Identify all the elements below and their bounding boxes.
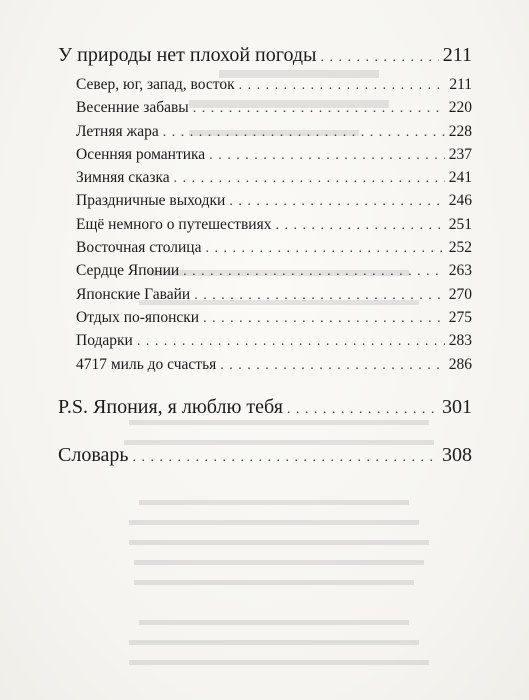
toc-chapter[interactable] — [58, 438, 472, 472]
toc-leader-dots — [287, 393, 438, 427]
toc-item[interactable] — [58, 259, 472, 282]
toc-item-title: Осенняя романтика — [76, 145, 206, 163]
toc-page-number: 275 — [448, 308, 472, 326]
toc-item[interactable] — [58, 213, 472, 236]
toc-leader-dots — [239, 74, 446, 97]
toc-item-title: 4717 миль до счастья — [76, 355, 217, 373]
toc-leader-dots — [174, 167, 445, 190]
toc-chapter[interactable] — [58, 38, 472, 72]
toc-page-number: 211 — [442, 44, 472, 66]
toc-item[interactable] — [58, 96, 472, 119]
toc-item-title: Север, юг, запад, восток — [76, 76, 235, 93]
toc-chapter[interactable] — [58, 390, 472, 424]
toc-item-title: Отдых по-японски — [76, 308, 200, 326]
toc-item[interactable] — [58, 353, 472, 376]
toc-item[interactable] — [58, 329, 472, 352]
toc-item[interactable] — [58, 166, 472, 189]
toc-chapter-title: Словарь — [58, 443, 129, 466]
toc-item-title: Подарки — [76, 332, 133, 350]
toc-page-number: 263 — [448, 262, 472, 280]
toc-page-number: 251 — [448, 215, 472, 233]
table-of-contents — [58, 38, 472, 472]
toc-leader-dots — [183, 260, 445, 283]
toc-item-title: Сердце Японии — [76, 262, 180, 280]
toc-item-title: Весенние забавы — [76, 99, 189, 117]
toc-item-title: Ещё немного о путешествиях — [76, 215, 272, 233]
toc-chapter-title: P.S. Япония, я люблю тебя — [58, 395, 283, 418]
toc-item-title: Зимняя сказка — [76, 169, 170, 187]
toc-leader-dots — [205, 237, 444, 260]
toc-item[interactable] — [58, 306, 472, 329]
toc-leader-dots — [203, 307, 445, 330]
toc-item-title: Летняя жара — [76, 122, 159, 140]
toc-leader-dots — [321, 41, 439, 75]
toc-leader-dots — [163, 121, 445, 144]
toc-item-title: Японские Гавайи — [76, 285, 191, 303]
toc-leader-dots — [220, 354, 444, 377]
toc-page-number: 220 — [448, 99, 472, 117]
toc-leader-dots — [193, 97, 445, 120]
toc-page-number: 241 — [448, 169, 472, 187]
toc-item[interactable] — [58, 189, 472, 212]
toc-page-number: 301 — [442, 395, 472, 418]
toc-leader-dots — [209, 144, 445, 167]
toc-item[interactable] — [58, 143, 472, 166]
toc-leader-dots — [133, 441, 439, 475]
toc-page-number: 228 — [448, 122, 472, 140]
toc-page-number: 308 — [442, 443, 472, 466]
toc-page-number: 270 — [448, 285, 472, 303]
toc-leader-dots — [229, 190, 444, 213]
toc-item-title: Праздничные выходки — [76, 192, 226, 210]
toc-item[interactable] — [58, 73, 472, 96]
toc-page-number: 252 — [448, 239, 472, 257]
toc-leader-dots — [137, 330, 445, 353]
toc-item[interactable] — [58, 283, 472, 306]
toc-item-title: Восточная столица — [76, 239, 202, 257]
toc-page-number: 246 — [448, 192, 472, 210]
toc-page-number: 211 — [449, 76, 472, 93]
toc-page-number: 283 — [448, 332, 472, 350]
toc-leader-dots — [275, 214, 444, 237]
toc-leader-dots — [194, 284, 445, 307]
toc-item[interactable] — [58, 120, 472, 143]
toc-page-number: 237 — [448, 145, 472, 163]
toc-page-number: 286 — [448, 355, 472, 373]
toc-chapter-title: У природы нет плохой погоды — [58, 44, 317, 66]
toc-item[interactable] — [58, 236, 472, 259]
